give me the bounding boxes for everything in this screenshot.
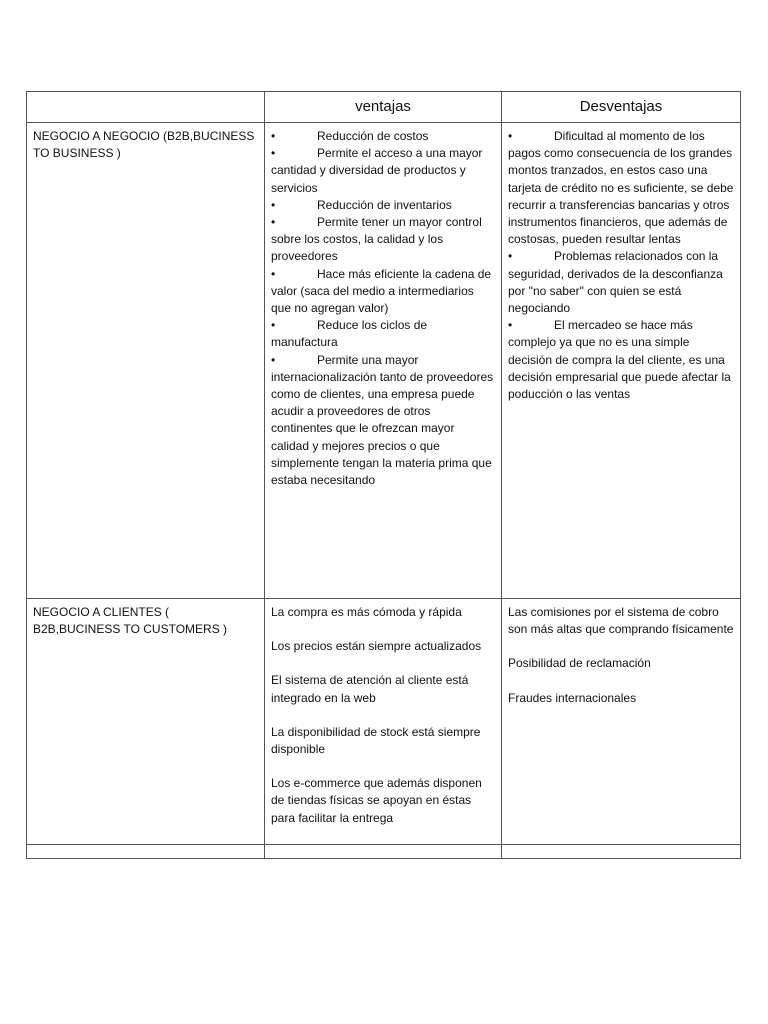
bullet-text: Hace más eficiente la cadena de valor (saca del medio a intermediarios que no agregan valor) <box>271 266 492 316</box>
bullet-icon: • <box>508 249 513 264</box>
bullet-icon: • <box>508 129 513 143</box>
table-row-b2c <box>27 599 741 845</box>
desventajas-cell <box>502 599 741 845</box>
empty-cell <box>265 844 502 858</box>
table-header-row <box>27 92 741 123</box>
bullet-item <box>508 248 734 317</box>
bullet-text: Problemas relacionados con la seguridad, derivados de la desconfianza por "no saber" con quien se está negociando <box>508 249 723 316</box>
paragraph: Los precios están siempre actualizados <box>271 639 482 654</box>
bullet-text: Reducción de costos <box>317 129 429 143</box>
bullet-item <box>271 317 495 351</box>
row-label: NEGOCIO A NEGOCIO (B2B,BUCINESS TO BUSINESS ) <box>33 129 255 161</box>
bullet-text: Dificultad al momento de los pagos como consecuencia de los grandes montos tranzados, en estos caso una tarjeta de crédito no es suficiente, se debe recurrir a transferencias bancarias y otros instrumentos financieros, que además de costosas, pueden resultar lentas <box>508 129 734 247</box>
bullet-icon: • <box>271 197 276 212</box>
bullet-text: Reducción de inventarios <box>317 197 452 212</box>
bullet-item <box>271 214 495 266</box>
desventajas-cell <box>502 123 741 599</box>
header-cell-empty <box>27 92 265 123</box>
bullet-item <box>271 266 495 318</box>
bullet-item <box>271 145 495 197</box>
ventajas-cell <box>265 123 502 599</box>
bullet-item <box>508 128 734 248</box>
bullet-icon: • <box>271 318 276 333</box>
paragraph: Las comisiones por el sistema de cobro son más altas que comprando físicamente <box>508 605 734 637</box>
bullet-icon: • <box>271 146 276 161</box>
paragraph: La compra es más cómoda y rápida <box>271 605 462 619</box>
bullet-text: Permite tener un mayor control sobre los costos, la calidad y los proveedores <box>271 215 482 264</box>
table-row-empty <box>27 844 741 858</box>
bullet-icon: • <box>271 129 276 143</box>
bullet-item <box>271 197 495 214</box>
row-label: NEGOCIO A CLIENTES ( B2B,BUCINESS TO CUSTOMERS ) <box>33 605 228 637</box>
bullet-text: Permite el acceso a una mayor cantidad y diversidad de productos y servicios <box>271 146 483 195</box>
paragraph: Fraudes internacionales <box>508 690 637 705</box>
bullet-text: Reduce los ciclos de manufactura <box>271 318 428 350</box>
bullet-item <box>271 128 495 145</box>
bullet-icon: • <box>271 352 276 367</box>
paragraph: Posibilidad de reclamación <box>508 656 651 671</box>
table-row-b2b <box>27 123 741 599</box>
header-cell-desventajas: Desventajas <box>502 92 741 123</box>
bullet-item <box>508 317 734 403</box>
bullet-item <box>271 352 495 490</box>
paragraph: Los e-commerce que además disponen de tiendas físicas se apoyan en éstas para facilitar la entrega <box>271 776 482 825</box>
paragraph: El sistema de atención al cliente está integrado en la web <box>271 673 469 705</box>
paragraph: La disponibilidad de stock está siempre disponible <box>271 724 481 757</box>
bullet-icon: • <box>271 266 276 281</box>
bullet-text: Permite una mayor internacionalización tanto de proveedores como de clientes, una empresa puede acudir a proveedores de otros continentes que le ofrezcan mayor calidad y mejores precios o que simplemente tengan la materia prima que estaba necesitando <box>271 352 494 488</box>
row-label-cell <box>27 123 265 599</box>
ventajas-cell <box>265 599 502 845</box>
row-label-cell <box>27 599 265 845</box>
bullet-icon: • <box>508 318 513 333</box>
comparison-table <box>26 91 741 859</box>
header-cell-ventajas: ventajas <box>265 92 502 123</box>
empty-cell <box>502 844 741 858</box>
bullet-icon: • <box>271 215 276 230</box>
bullet-text: El mercadeo se hace más complejo ya que no es una simple decisión de compra la del cliente, es una decisión empresarial que puede afectar la poducción o las ventas <box>508 318 731 402</box>
empty-cell <box>27 844 265 858</box>
